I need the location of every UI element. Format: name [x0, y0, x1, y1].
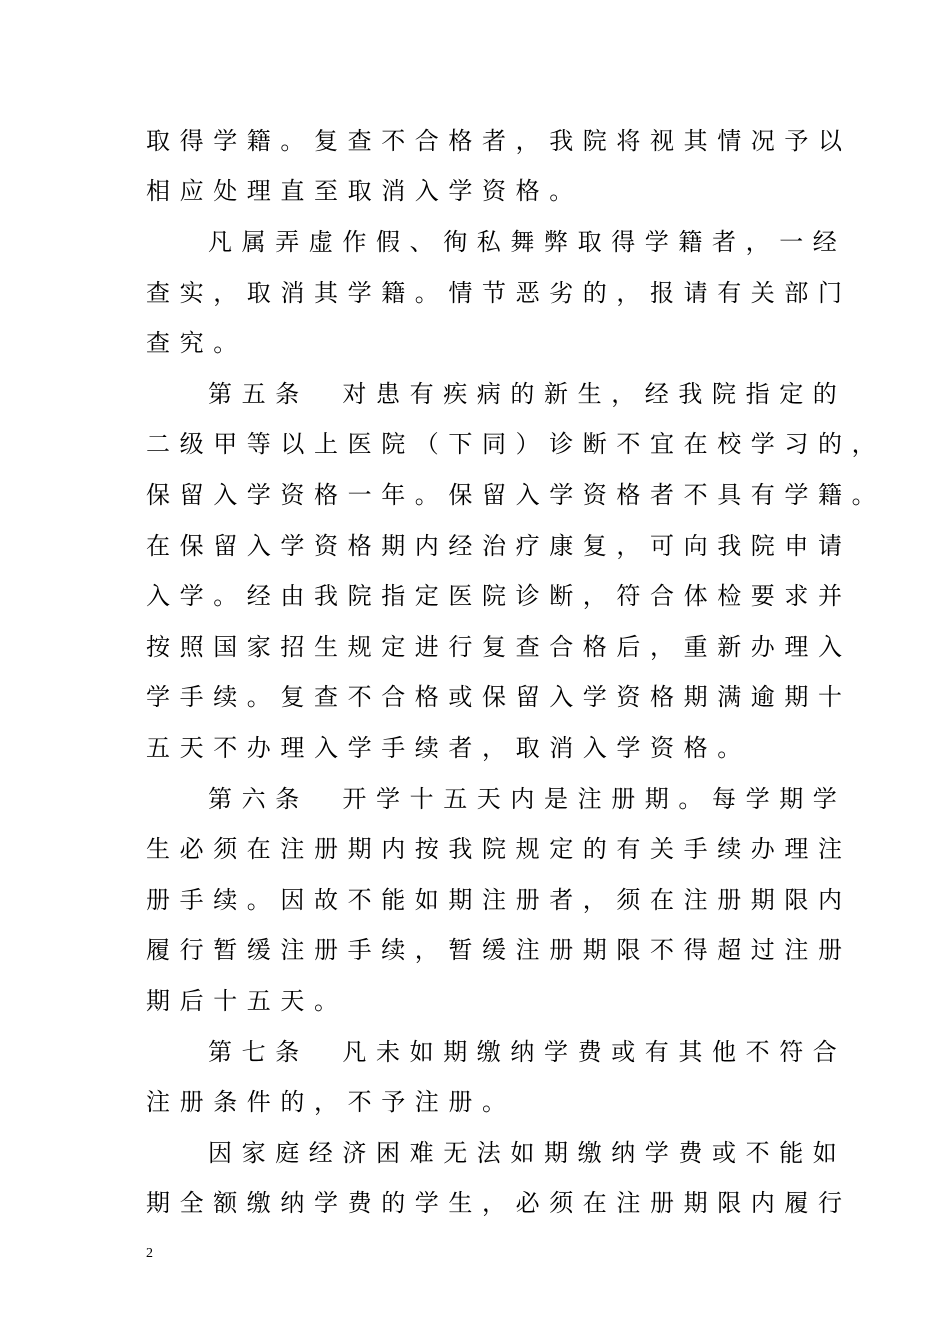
article-six-first-line: 第六条 开学十五天内是注册期。每学期学 [208, 785, 847, 813]
text-line: 册手续。因故不能如期注册者，须在注册期限内 [146, 886, 852, 914]
text-line: 注册条件的，不予注册。 [146, 1088, 516, 1116]
article-five-first-line: 第五条 对患有疾病的新生，经我院指定的 [208, 380, 847, 408]
text-line: 二级甲等以上医院（下同）诊断不宜在校学习的， [146, 430, 886, 458]
paragraph-first-line: 凡属弄虚作假、徇私舞弊取得学籍者，一经 [208, 228, 847, 256]
text-line: 期全额缴纳学费的学生，必须在注册期限内履行 [146, 1189, 852, 1217]
paragraph-first-line: 因家庭经济困难无法如期缴纳学费或不能如 [208, 1139, 847, 1167]
text-line: 五天不办理入学手续者，取消入学资格。 [146, 734, 751, 762]
text-line: 查究。 [146, 329, 247, 357]
text-line: 按照国家招生规定进行复查合格后，重新办理入 [146, 633, 852, 661]
text-line: 入学。经由我院指定医院诊断，符合体检要求并 [146, 582, 852, 610]
text-line: 在保留入学资格期内经治疗康复，可向我院申请 [146, 532, 852, 560]
text-line: 学手续。复查不合格或保留入学资格期满逾期十 [146, 683, 852, 711]
text-line: 履行暂缓注册手续，暂缓注册期限不得超过注册 [146, 936, 852, 964]
text-line: 取得学籍。复查不合格者，我院将视其情况予以 [146, 127, 852, 155]
text-line: 生必须在注册期内按我院规定的有关手续办理注 [146, 835, 852, 863]
article-seven-first-line: 第七条 凡未如期缴纳学费或有其他不符合 [208, 1038, 847, 1066]
text-line: 查实，取消其学籍。情节恶劣的，报请有关部门 [146, 279, 852, 307]
page-number: 2 [146, 1246, 153, 1261]
text-line: 相应处理直至取消入学资格。 [146, 177, 583, 205]
text-line: 保留入学资格一年。保留入学资格者不具有学籍。 [146, 481, 886, 509]
text-line: 期后十五天。 [146, 987, 348, 1015]
